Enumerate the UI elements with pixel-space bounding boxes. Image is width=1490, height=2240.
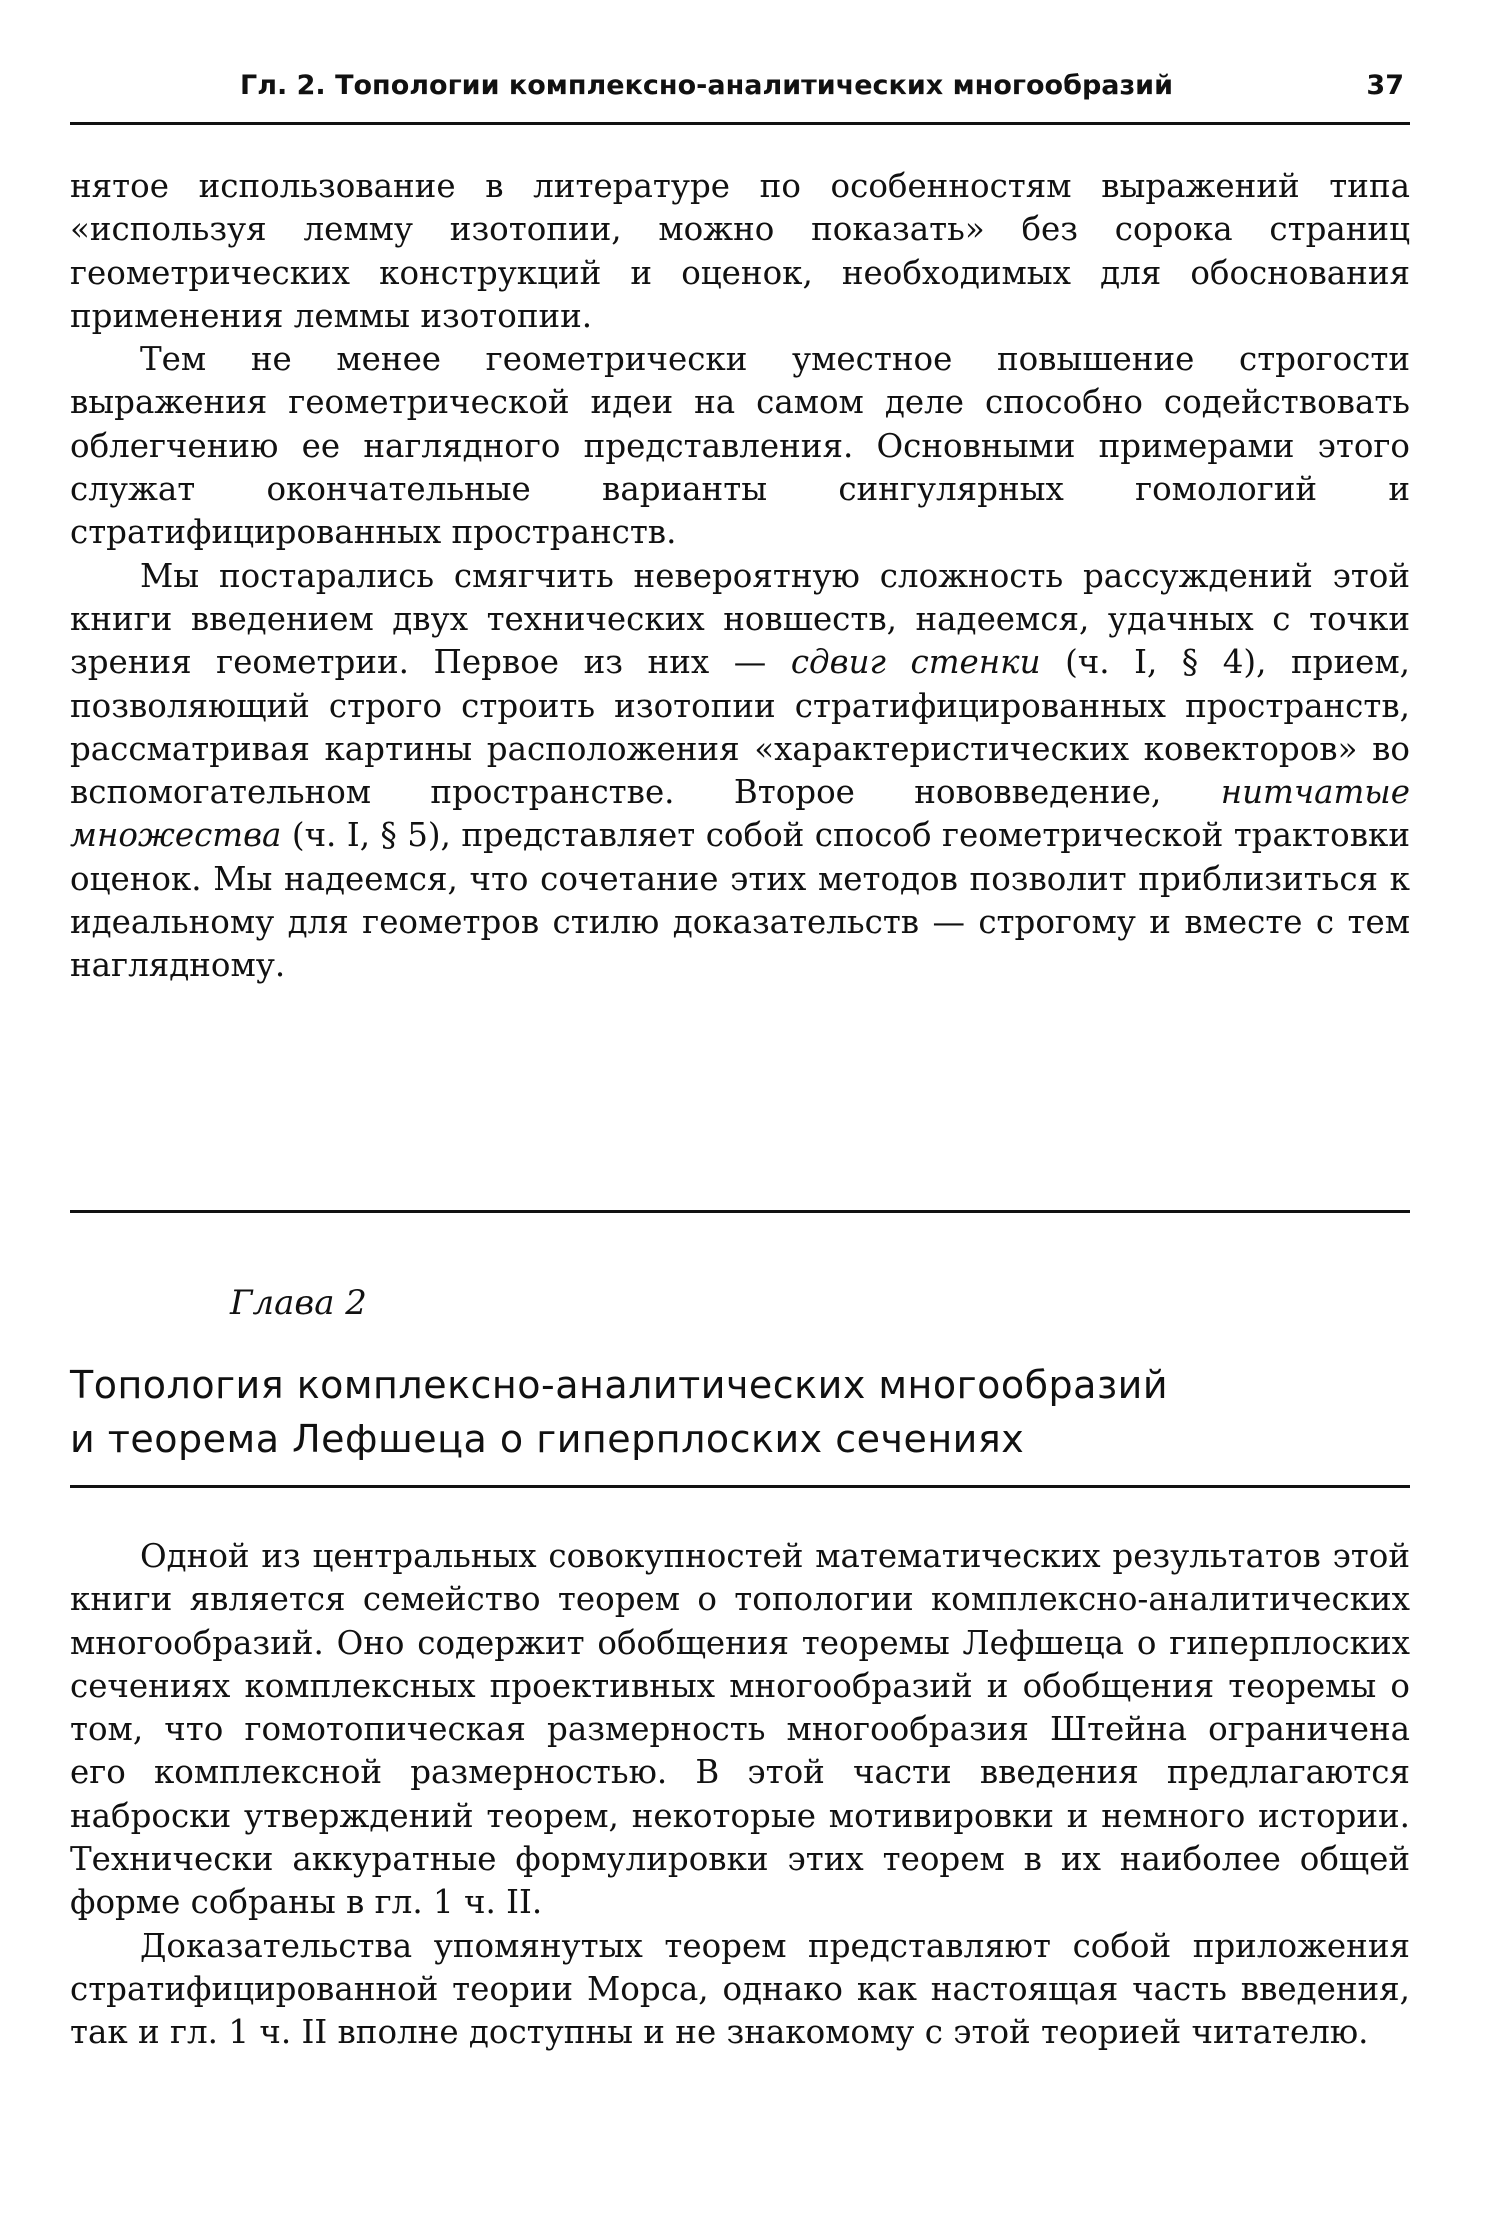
- chapter-title-line: Топология комплексно-аналитических многообразий: [70, 1363, 1169, 1407]
- section-continuation: [70, 165, 1410, 988]
- running-head: [70, 62, 1410, 125]
- page-number: 37: [1366, 70, 1404, 101]
- paragraph-text: (ч. I, § 5), представляет собой способ геометрической трактовки оценок. Мы надеемся, что сочетание этих методов позволит приблизиться к идеальному для геометров стилю доказательств — строгому и вместе с тем наглядному.: [70, 816, 1410, 985]
- paragraph-text: (ч. I, § 4), прием, позволяющий строго строить изотопии стратифицированных пространств, рассматривая картины расположения «характеристических ковекторов» во вспомогательном пространстве. Второе нововведение,: [70, 643, 1410, 812]
- paragraph: нятое использование в литературе по особенностям выражений типа «используя лемму изотопии, можно показать» без сорока страниц геометрических конструкций и оценок, необходимых для обоснования применения леммы изотопии.: [70, 167, 1410, 335]
- paragraph: Тем не менее геометрически уместное повышение строгости выражения геометрической идеи на самом деле способно содействовать облегчению ее наглядного представления. Основными примерами этого служат окончательные варианты сингулярных гомологий и стратифицированных пространств.: [70, 340, 1410, 552]
- paragraph-text: Мы постарались смягчить невероятную сложность рассуждений этой книги введением двух технических новшеств, надеемся, удачных с точки зрения геометрии. Первое из них —: [70, 556, 1410, 682]
- italic-term: нитчатые множества: [70, 773, 1410, 855]
- paragraph: Одной из центральных совокупностей математических результатов этой книги является семейство теорем о топологии комплексно-аналитических многообразий. Оно содержит обобщения теоремы Лефшеца о гиперплоских сечениях комплексных проективных многообразий и обобщения теоремы о том, что гомотопическая размерность многообразия Штейна ограничена его комплексной размерностью. В этой части введения предлагаются наброски утверждений теорем, некоторые мотивировки и немного истории. Технически аккуратные формулировки этих теорем в их наиболее общей форме собраны в гл. 1 ч. II.: [70, 1537, 1410, 1922]
- chapter-body: [70, 1535, 1410, 2055]
- chapter-title-line: и теорема Лефшеца о гиперплоских сечениях: [70, 1417, 1025, 1461]
- paragraph: [70, 555, 1410, 988]
- chapter-label: Глава 2: [230, 1283, 367, 1323]
- paragraph: Доказательства упомянутых теорем представляют собой приложения стратифицированной теории Морса, однако как настоящая часть введения, так и гл. 1 ч. II вполне доступны и не знакомому с этой теорией читателю.: [70, 1926, 1410, 2052]
- chapter-bottom-rule: [70, 1485, 1410, 1488]
- italic-term: сдвиг стенки: [790, 643, 1041, 682]
- chapter-top-rule: [70, 1210, 1410, 1213]
- chapter-title: [70, 1358, 1410, 1466]
- running-head-title: Гл. 2. Топологии комплексно-аналитических многообразий: [240, 70, 1174, 101]
